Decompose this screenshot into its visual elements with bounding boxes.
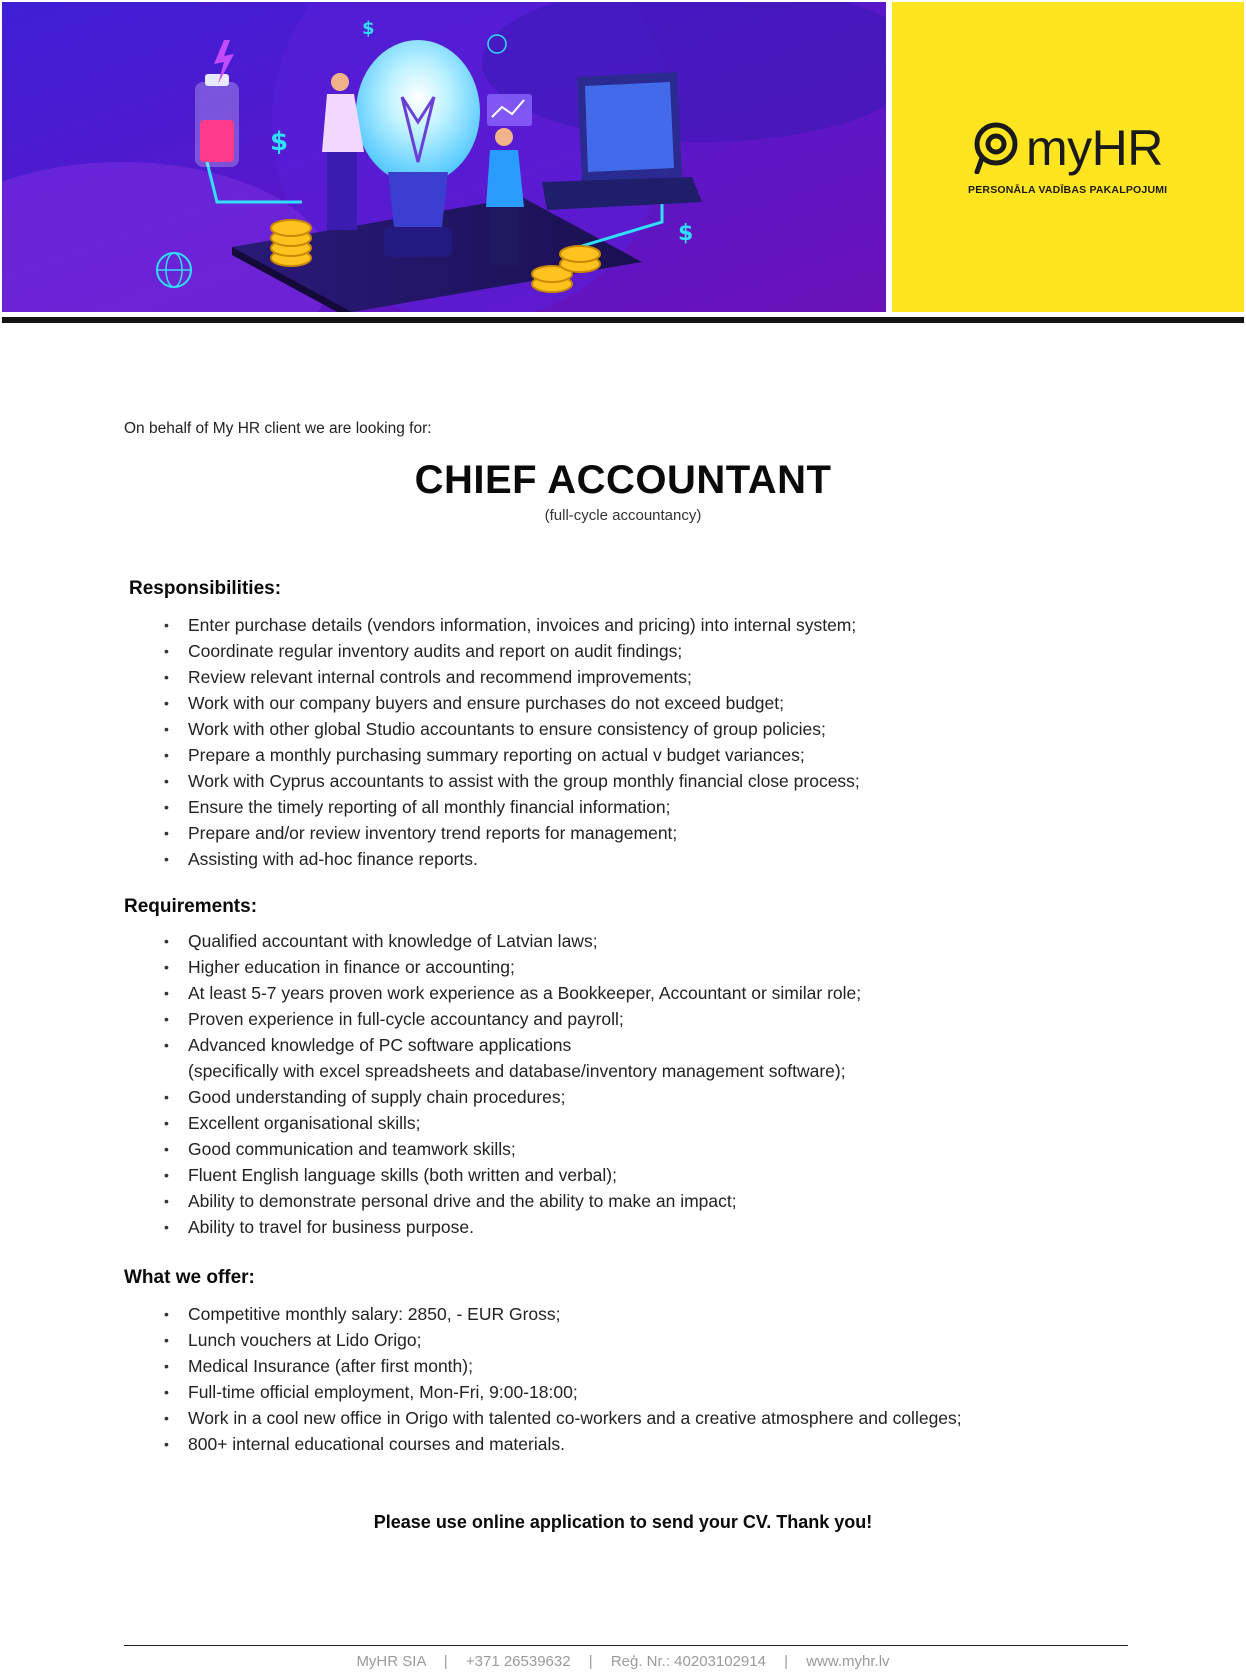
list-item: • Work with our company buyers and ensure purchases do not exceed budget; xyxy=(162,690,860,716)
list-item-continuation: (specifically with excel spreadsheets and database/inventory management software); xyxy=(188,1061,846,1081)
header-banner xyxy=(2,2,1244,312)
bullet-icon: • xyxy=(164,1037,169,1053)
bullet-icon: • xyxy=(164,851,169,867)
list-item: • Lunch vouchers at Lido Origo; xyxy=(162,1327,962,1353)
list-item: • At least 5-7 years proven work experience as a Bookkeeper, Accountant or similar role; xyxy=(162,980,861,1006)
list-item: • Good understanding of supply chain procedures; xyxy=(162,1084,861,1110)
brand-name: myHR xyxy=(1026,120,1163,176)
list-item: • Advanced knowledge of PC software applications xyxy=(162,1032,861,1058)
svg-text:$: $ xyxy=(270,127,289,157)
svg-text:$: $ xyxy=(678,221,694,246)
svg-text:$: $ xyxy=(362,18,375,39)
list-item: • Competitive monthly salary: 2850, - EUR Gross; xyxy=(162,1301,962,1327)
bullet-icon: • xyxy=(164,799,169,815)
bullet-icon: • xyxy=(164,721,169,737)
brand-logo xyxy=(972,122,1163,174)
bullet-icon: • xyxy=(164,1193,169,1209)
bullet-icon: • xyxy=(164,1141,169,1157)
list-item: • Qualified accountant with knowledge of Latvian laws; xyxy=(162,928,861,954)
bullet-icon: • xyxy=(164,617,169,633)
list-item: • Full-time official employment, Mon-Fri, 9:00-18:00; xyxy=(162,1379,962,1405)
list-item: • Work in a cool new office in Origo with talented co-workers and a creative atmosphere and colleges; xyxy=(162,1405,962,1431)
footer-separator: | xyxy=(588,1653,593,1670)
bullet-icon: • xyxy=(164,933,169,949)
footer-separator: | xyxy=(443,1653,448,1670)
list-item: • Prepare and/or review inventory trend reports for management; xyxy=(162,820,860,846)
requirements-list xyxy=(162,928,861,1240)
list-item: • Ensure the timely reporting of all monthly financial information; xyxy=(162,794,860,820)
banner-divider xyxy=(2,317,1244,323)
bullet-icon: • xyxy=(164,669,169,685)
bullet-icon: • xyxy=(164,1306,169,1322)
offer-heading: What we offer: xyxy=(124,1267,255,1288)
list-item: • Prepare a monthly purchasing summary reporting on actual v budget variances; xyxy=(162,742,860,768)
brand-tagline: PERSONĀLA VADĪBAS PAKALPOJUMI xyxy=(968,184,1168,196)
list-item: • Fluent English language skills (both written and verbal); xyxy=(162,1162,861,1188)
bullet-icon: • xyxy=(164,985,169,1001)
list-item: • Work with Cyprus accountants to assist with the group monthly financial close process; xyxy=(162,768,860,794)
myhr-logo-icon xyxy=(972,122,1020,174)
offer-list xyxy=(162,1301,962,1457)
bullet-icon: • xyxy=(164,1358,169,1374)
bullet-icon: • xyxy=(164,1332,169,1348)
bullet-icon: • xyxy=(164,959,169,975)
list-item: • Medical Insurance (after first month); xyxy=(162,1353,962,1379)
bullet-icon: • xyxy=(164,1410,169,1426)
job-title: CHIEF ACCOUNTANT xyxy=(414,458,832,502)
list-item: • 800+ internal educational courses and materials. xyxy=(162,1431,962,1457)
footer-phone: +371 26539632 xyxy=(465,1653,571,1670)
footer xyxy=(0,1653,1246,1670)
list-item: • Coordinate regular inventory audits and report on audit findings; xyxy=(162,638,860,664)
list-item: • Proven experience in full-cycle accountancy and payroll; xyxy=(162,1006,861,1032)
job-subtitle: (full-cycle accountancy) xyxy=(544,507,702,524)
bullet-icon: • xyxy=(164,1011,169,1027)
lightbulb-finance-illustration xyxy=(2,2,886,312)
bullet-icon: • xyxy=(164,1384,169,1400)
bullet-icon: • xyxy=(164,695,169,711)
list-item: • Excellent organisational skills; xyxy=(162,1110,861,1136)
list-item: • Good communication and teamwork skills; xyxy=(162,1136,861,1162)
cta-text: Please use online application to send your CV. Thank you! xyxy=(373,1512,873,1532)
footer-company: MyHR SIA xyxy=(356,1653,426,1670)
list-item: • Ability to travel for business purpose. xyxy=(162,1214,861,1240)
bullet-icon: • xyxy=(164,773,169,789)
intro-text: On behalf of My HR client we are looking for: xyxy=(124,420,432,437)
bullet-icon: • xyxy=(164,1167,169,1183)
responsibilities-list xyxy=(162,612,860,872)
list-item: • Ability to demonstrate personal drive and the ability to make an impact; xyxy=(162,1188,861,1214)
footer-website: www.myhr.lv xyxy=(806,1653,890,1670)
list-item: • Work with other global Studio accountants to ensure consistency of group policies; xyxy=(162,716,860,742)
bullet-icon: • xyxy=(164,643,169,659)
list-item: • Enter purchase details (vendors information, invoices and pricing) into internal system; xyxy=(162,612,860,638)
footer-separator: | xyxy=(784,1653,789,1670)
responsibilities-heading: Responsibilities: xyxy=(129,578,282,599)
list-item: • Review relevant internal controls and recommend improvements; xyxy=(162,664,860,690)
bullet-icon: • xyxy=(164,1115,169,1131)
requirements-heading: Requirements: xyxy=(124,896,258,917)
list-item: • Assisting with ad-hoc finance reports. xyxy=(162,846,860,872)
hero-illustration xyxy=(2,2,886,312)
footer-reg-number: Reģ. Nr.: 40203102914 xyxy=(610,1653,766,1670)
bullet-icon: • xyxy=(164,1089,169,1105)
list-item: • Higher education in finance or accounting; xyxy=(162,954,861,980)
bullet-icon: • xyxy=(164,825,169,841)
bullet-icon: • xyxy=(164,747,169,763)
bullet-icon: • xyxy=(164,1436,169,1452)
logo-panel xyxy=(892,2,1244,312)
bullet-icon: • xyxy=(164,1219,169,1235)
footer-divider xyxy=(124,1645,1128,1646)
